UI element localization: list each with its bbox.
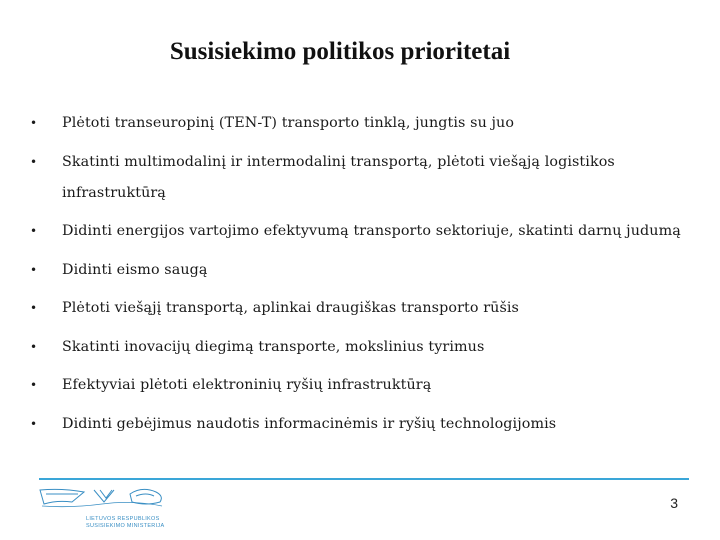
footer-divider [39,478,689,480]
bullet-text: Skatinti multimodalinį ir intermodalinį transportą, plėtoti viešąją logistikos infrastruktūrą [62,153,615,201]
bullet-item [30,255,700,286]
bullet-item [30,147,700,209]
bullet-text: Efektyviai plėtoti elektroninių ryšių infrastruktūrą [62,377,432,393]
bullet-item [30,293,700,324]
logo-caption-line2: SUSISIEKIMO MINISTERIJA [86,523,165,529]
slide-title: Susisiekimo politikos prioritetai [169,38,511,65]
bullet-symbol: • [30,262,38,277]
bullet-symbol: • [30,339,38,354]
bullet-symbol: • [30,154,38,169]
bullet-symbol: • [30,416,38,431]
bullet-symbol: • [30,301,38,315]
bullet-symbol: • [30,224,38,238]
bullet-symbol: • [30,378,38,392]
bullet-item [30,108,700,139]
bullet-list [30,108,700,447]
bullet-item [30,216,700,247]
bullet-text: Didinti energijos vartojimo efektyvumą transporto sektoriuje, skatinti darnų judumą [62,223,681,239]
bullet-text: Skatinti inovacijų diegimą transporte, mokslinius tyrimus [62,338,485,355]
logo-caption [86,516,164,530]
bullet-item [30,370,700,401]
bullet-item [30,332,700,363]
bullet-item [30,409,700,440]
page-number: 3 [670,495,678,511]
bullet-text: Didinti gebėjimus naudotis informacinėmis ir ryšių technologijomis [62,415,557,432]
bullet-text: Plėtoti viešąjį transportą, aplinkai draugiškas transporto rūšis [62,300,519,316]
bullet-text: Didinti eismo saugą [62,261,208,278]
bullet-symbol: • [30,116,38,130]
logo-caption-line1: LIETUVOS RESPUBLIKOS [86,516,160,522]
bullet-text: Plėtoti transeuropinį (TEN-T) transporto tinklą, jungtis su juo [62,115,515,131]
